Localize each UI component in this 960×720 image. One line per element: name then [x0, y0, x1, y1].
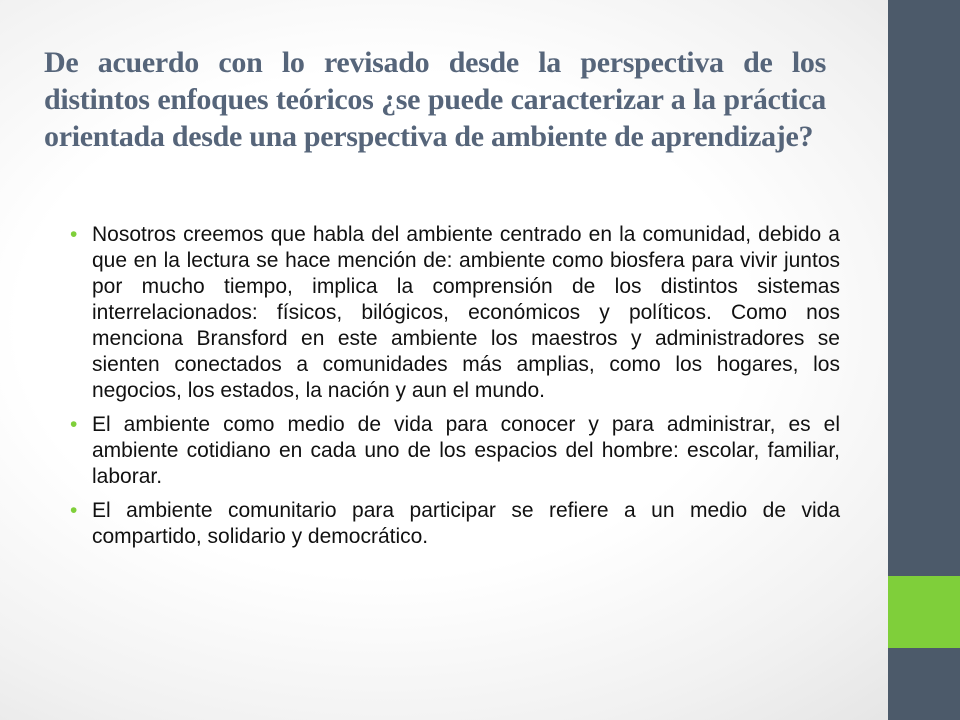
- side-accent-block: [888, 576, 960, 648]
- slide-title: De acuerdo con lo revisado desde la perspectiva de los distintos enfoques teóricos ¿se puede caracterizar a la práctica orientada desde una perspectiva de ambiente de aprendizaje?: [44, 46, 826, 153]
- bullet-icon: •: [70, 413, 78, 436]
- bullet-text: El ambiente comunitario para participar se refiere a un medio de vida compartido, solidario y democrático.: [92, 499, 840, 548]
- bullet-text: Nosotros creemos que habla del ambiente centrado en la comunidad, debido a que en la lectura se hace mención de: ambiente como biosfera para vivir juntos por mucho tiempo, implica la comprensión de los distintos sistemas interrelacionados: físicos, bilógicos, económicos y políticos. Como nos menciona Bransford en este ambiente los maestros y administradores se sienten conectados a comunidades más amplias, como los hogares, los negocios, los estados, la nación y aun el mundo.: [92, 223, 840, 402]
- bullet-icon: •: [70, 499, 78, 522]
- bullet-text: El ambiente como medio de vida para conocer y para administrar, es el ambiente cotidiano en cada uno de los espacios del hombre: escolar, familiar, laborar.: [92, 413, 840, 488]
- bullet-item: [70, 222, 840, 404]
- bullet-item: [70, 412, 840, 490]
- bullet-list: [70, 222, 840, 558]
- bullet-item: [70, 498, 840, 550]
- bullet-icon: •: [70, 223, 78, 246]
